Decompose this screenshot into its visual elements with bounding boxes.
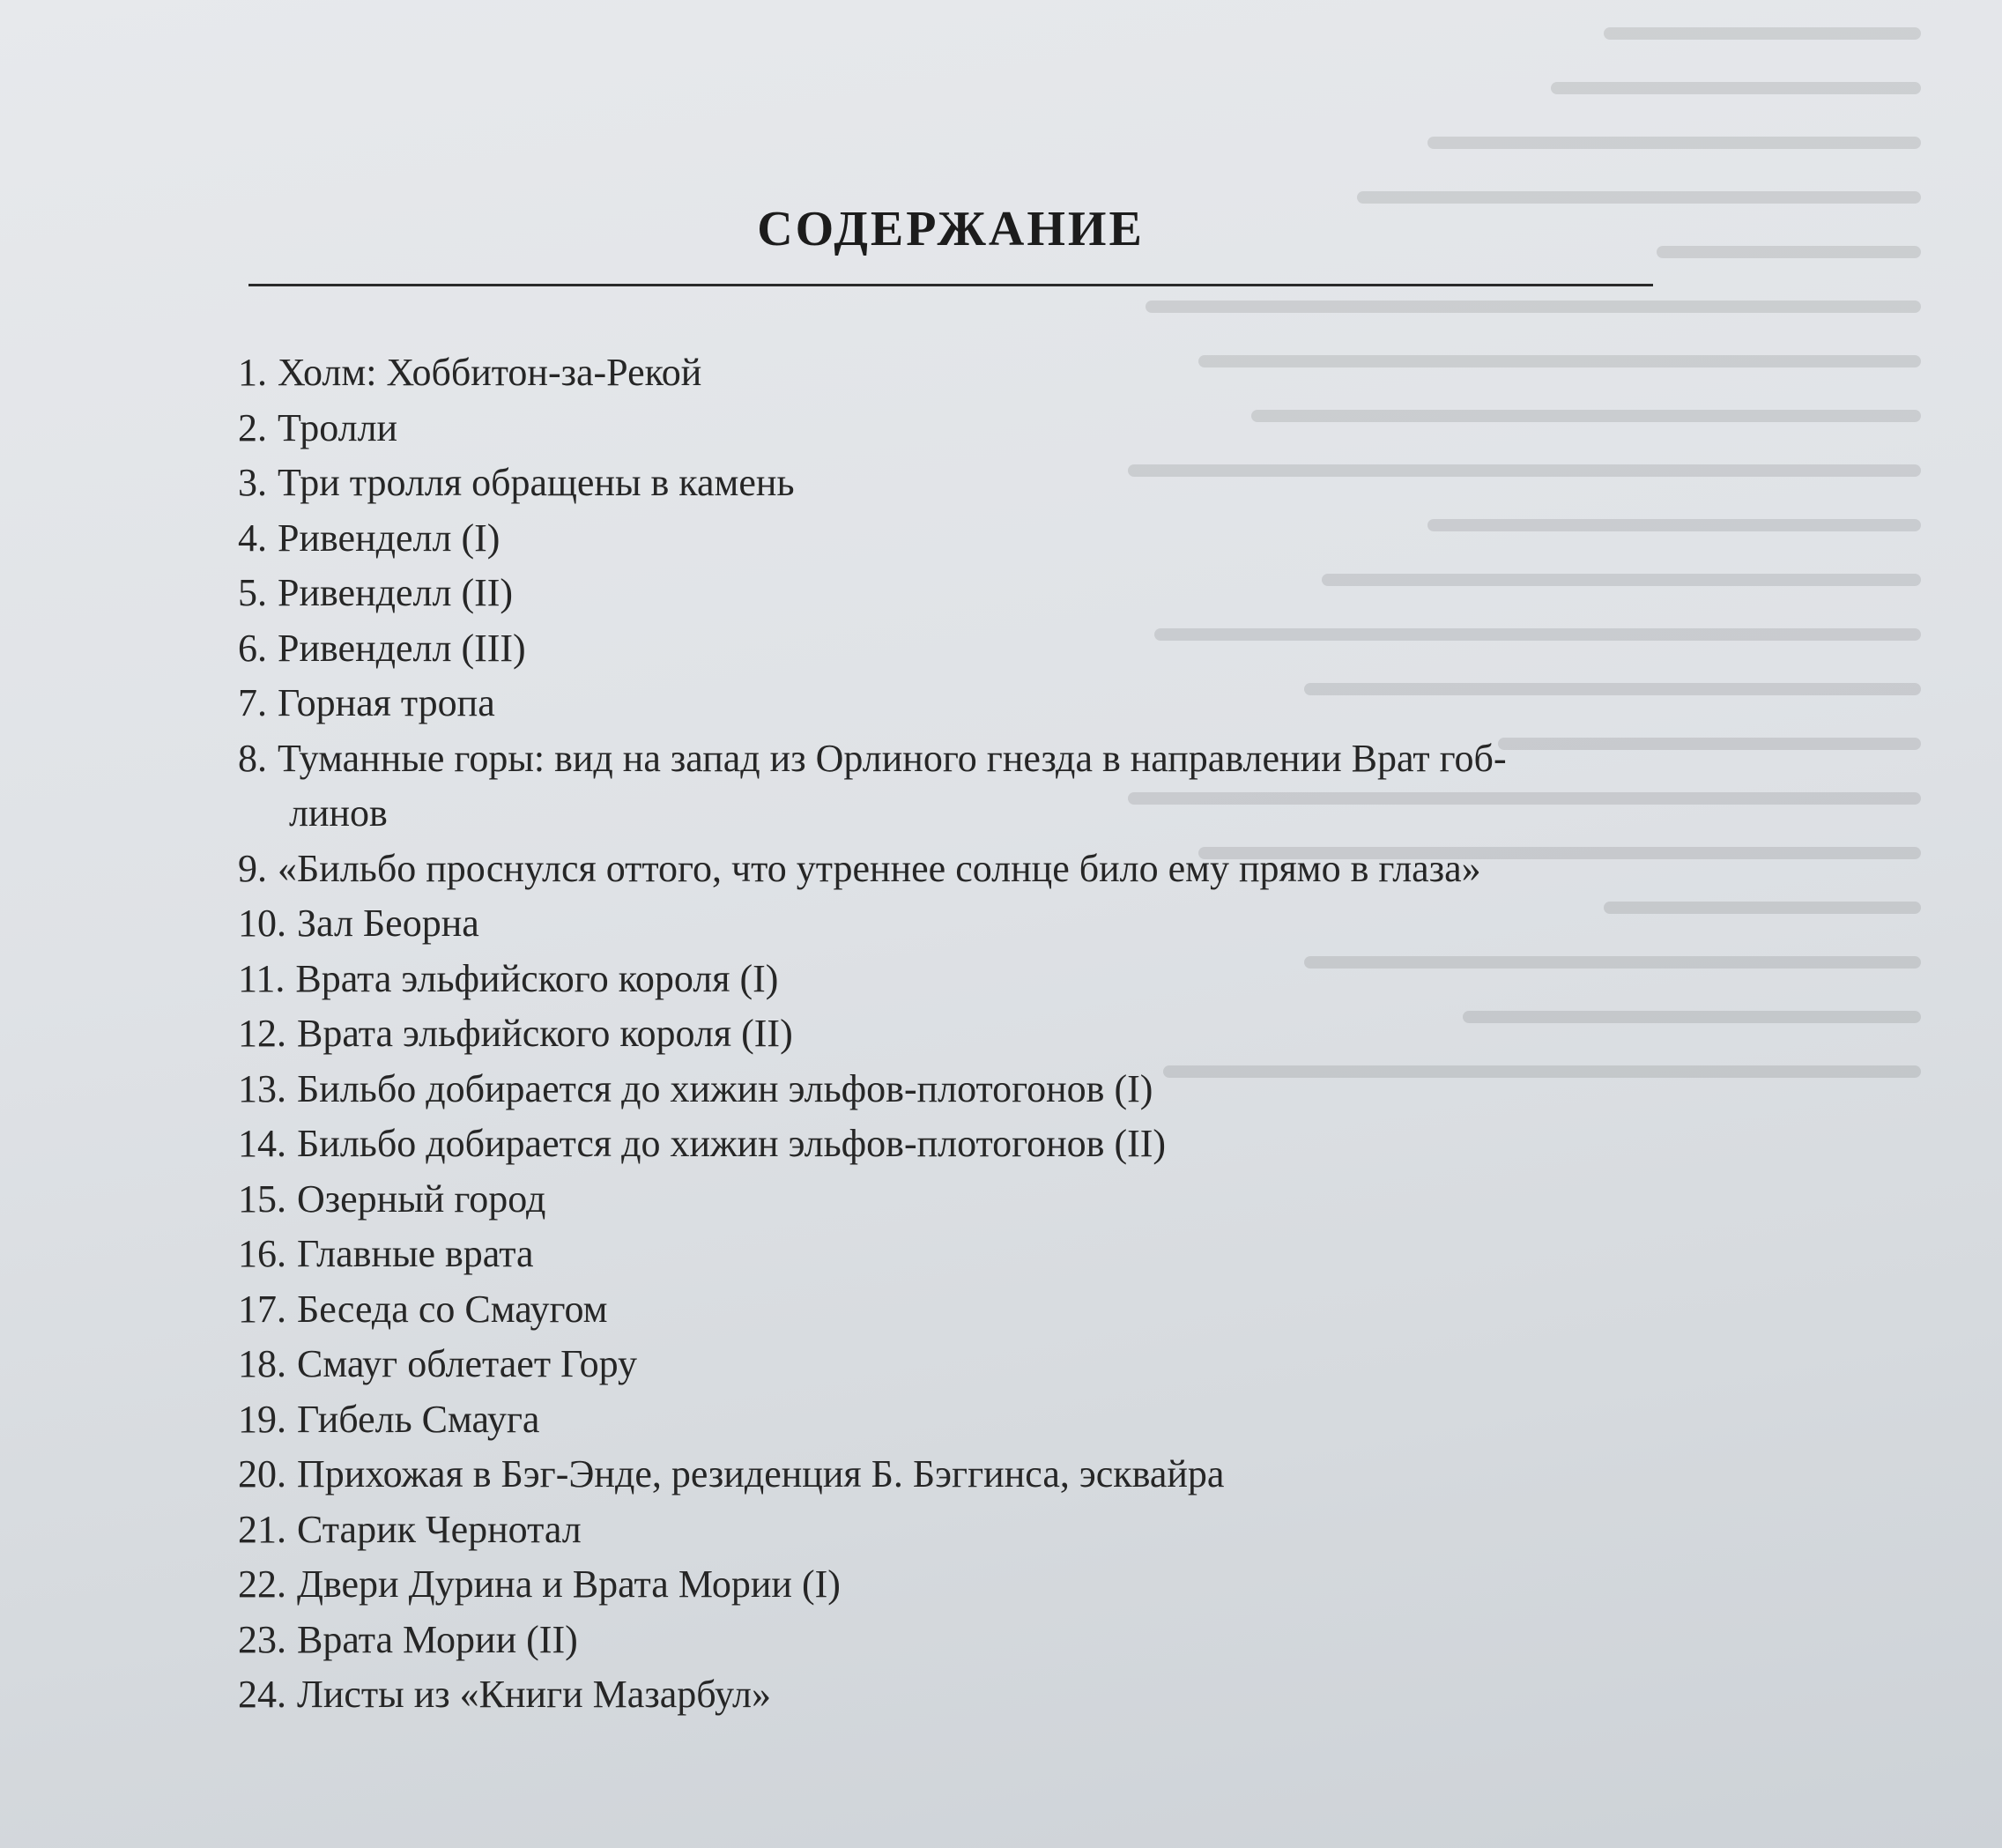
entry-number: 24. <box>238 1673 286 1716</box>
toc-entry <box>238 1282 1665 1338</box>
entry-title: «Бильбо проснулся оттого, что утреннее солнце било ему прямо в глаза» <box>278 846 1481 890</box>
entry-number: 10. <box>238 902 286 945</box>
entry-number: 8. <box>238 736 267 780</box>
entry-number: 16. <box>238 1232 286 1275</box>
entry-title: Смауг облетает Гору <box>297 1342 638 1385</box>
toc-entry <box>238 842 1665 897</box>
toc-entry <box>238 1172 1665 1228</box>
entry-title: Озерный город <box>297 1176 546 1221</box>
entry-title: Ривенделл (II) <box>278 571 514 614</box>
toc-entry <box>238 1447 1665 1503</box>
toc-entry <box>238 511 1665 567</box>
toc-entry <box>238 952 1665 1007</box>
toc-entry <box>238 401 1665 456</box>
entry-number: 3. <box>238 461 267 504</box>
entry-number: 21. <box>238 1507 286 1551</box>
entry-number: 20. <box>238 1452 286 1495</box>
entry-number: 7. <box>238 681 267 724</box>
entry-title: Три тролля обращены в камень <box>278 461 795 504</box>
entry-number: 19. <box>238 1397 286 1441</box>
toc-entry <box>238 1337 1665 1392</box>
entry-number: 1. <box>238 351 267 394</box>
toc-entry <box>238 345 1665 401</box>
entry-number: 23. <box>238 1617 286 1661</box>
entry-number: 9. <box>238 846 267 890</box>
entry-title: Прихожая в Бэг-Энде, резиденция Б. Бэггинса, эсквайра <box>297 1452 1225 1495</box>
toc-entry <box>238 1006 1665 1062</box>
entry-title: Тролли <box>278 405 398 449</box>
entry-number: 4. <box>238 516 267 560</box>
toc-entry <box>238 1392 1665 1448</box>
entry-title-continuation: линов <box>289 791 388 835</box>
page-title: СОДЕРЖАНИЕ <box>757 202 1145 256</box>
toc-entry <box>238 1117 1665 1172</box>
entry-title: Зал Беорна <box>297 902 479 945</box>
toc-entry <box>238 1557 1665 1613</box>
entry-title: Врата эльфийского короля (II) <box>297 1012 793 1055</box>
entry-number: 17. <box>238 1287 286 1331</box>
toc-entry <box>238 676 1665 731</box>
entry-title: Главные врата <box>297 1232 534 1275</box>
entry-number: 5. <box>238 571 267 614</box>
title-underline <box>248 284 1653 286</box>
entry-number: 14. <box>238 1122 286 1165</box>
entry-title: Старик Чернотал <box>297 1507 582 1551</box>
entry-title: Бильбо добирается до хижин эльфов-плотогонов (I) <box>297 1066 1153 1110</box>
entry-title: Листы из «Книги Мазарбул» <box>297 1673 771 1716</box>
toc-entry <box>238 1227 1665 1282</box>
entry-title: Ривенделл (III) <box>278 626 526 670</box>
entry-title: Врата Мории (II) <box>297 1617 578 1661</box>
entry-title: Двери Дурина и Врата Мории (I) <box>297 1562 841 1606</box>
toc-entry <box>238 566 1665 621</box>
entry-title: Беседа со Смаугом <box>297 1287 608 1331</box>
toc-entry <box>238 731 1665 842</box>
toc-entry <box>238 456 1665 511</box>
entry-number: 13. <box>238 1066 286 1110</box>
entry-number: 22. <box>238 1562 286 1606</box>
toc-entry <box>238 1062 1665 1117</box>
entry-number: 6. <box>238 626 267 670</box>
entry-title: Врата эльфийского короля (I) <box>295 956 779 1000</box>
entry-title: Туманные горы: вид на запад из Орлиного гнезда в направлении Врат гоб- <box>278 736 1507 780</box>
toc-entry <box>238 621 1665 677</box>
toc-entry <box>238 1667 1665 1723</box>
entry-title: Бильбо добирается до хижин эльфов-плотогонов (II) <box>297 1122 1167 1165</box>
entry-number: 2. <box>238 405 267 449</box>
toc-entry <box>238 1613 1665 1668</box>
entry-title: Ривенделл (I) <box>278 516 500 560</box>
toc-entry <box>238 1503 1665 1558</box>
entry-number: 18. <box>238 1342 286 1385</box>
entry-number: 11. <box>238 956 285 1000</box>
entry-title: Гибель Смауга <box>297 1397 540 1441</box>
entry-title: Холм: Хоббитон-за-Рекой <box>278 351 702 394</box>
entry-title: Горная тропа <box>278 681 495 724</box>
toc-entry <box>238 896 1665 952</box>
entry-number: 12. <box>238 1012 286 1055</box>
table-of-contents <box>238 345 1665 1723</box>
entry-number: 15. <box>238 1176 286 1221</box>
